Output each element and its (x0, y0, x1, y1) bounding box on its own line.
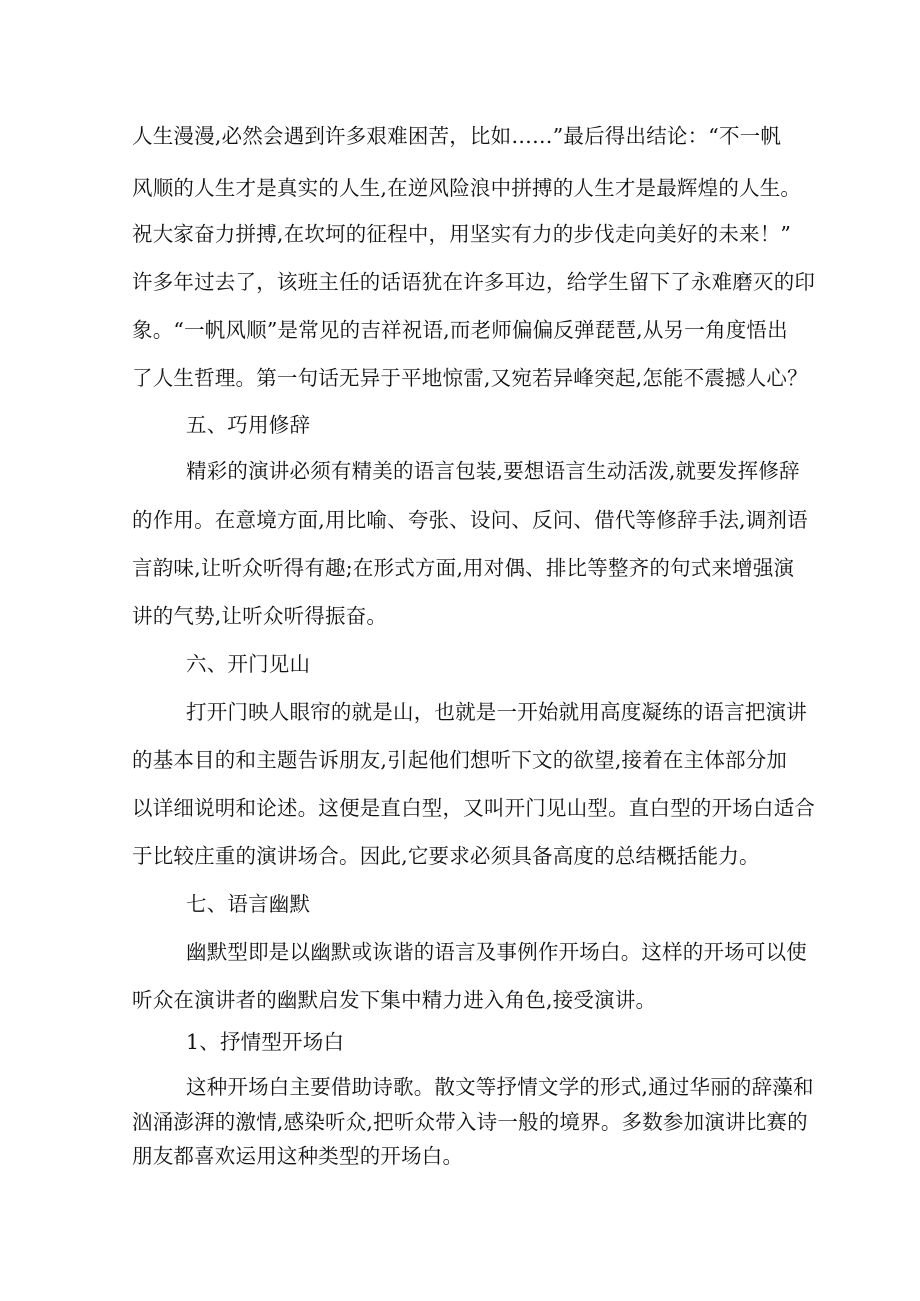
paragraph-line: 朋友都喜欢运用这种类型的开场白。 (132, 1144, 464, 1168)
paragraph-line: 以详细说明和论述。这便是直白型，又叫开门见山型。直白型的开场白适合 (132, 796, 816, 820)
paragraph-line: 人生漫漫,必然会遇到许多艰难困苦，比如……”最后得出结论：“不一帆 (132, 124, 782, 148)
paragraph-line: 于比较庄重的演讲场合。因此,它要求必须具备高度的总结概括能力。 (132, 844, 760, 868)
paragraph-line: 打开门映人眼帘的就是山，也就是一开始就用高度凝练的语言把演讲 (186, 700, 807, 724)
paragraph-line: 汹涌澎湃的激情,感染听众,把听众带入诗一般的境界。多数参加演讲比赛的 (132, 1110, 808, 1134)
paragraph-line: 讲的气势,让听众听得振奋。 (132, 604, 388, 628)
paragraph-line: 听众在演讲者的幽默启发下集中精力进入角色,接受演讲。 (132, 988, 657, 1012)
section-heading: 七、语言幽默 (186, 892, 311, 916)
paragraph-line: 了人生哲理。第一句话无异于平地惊雷,又宛若异峰突起,怎能不震撼人心？ (132, 366, 808, 390)
paragraph-line: 言韵味,让听众听得有趣;在形式方面,用对偶、排比等整齐的句式来增强演 (132, 556, 795, 580)
section-heading: 六、开门见山 (186, 652, 311, 676)
paragraph-line: 风顺的人生才是真实的人生,在逆风险浪中拼搏的人生才是最辉煌的人生。 (132, 176, 802, 200)
paragraph-line: 象。“一帆风顺”是常见的吉祥祝语,而老师偏偏反弹琵琶,从另一角度悟出 (132, 318, 788, 342)
section-heading: 五、巧用修辞 (186, 413, 311, 437)
subsection-heading: 1、抒情型开场白 (186, 1030, 345, 1054)
paragraph-line: 这种开场白主要借助诗歌。散文等抒情文学的形式,通过华丽的辞藻和 (186, 1075, 814, 1099)
paragraph-line: 的基本目的和主题告诉朋友,引起他们想听下文的欲望,接着在主体部分加 (132, 748, 788, 772)
paragraph-line: 精彩的演讲必须有精美的语言包装,要想语言生动活泼,就要发挥修辞 (186, 459, 800, 483)
paragraph-line: 幽默型即是以幽默或诙谐的语言及事例作开场白。这样的开场可以使 (186, 940, 807, 964)
paragraph-line: 许多年过去了，该班主任的话语犹在许多耳边，给学生留下了永难磨灭的印 (132, 270, 816, 294)
paragraph-line: 的作用。在意境方面,用比喻、夸张、设问、反问、借代等修辞手法,调剂语 (132, 508, 808, 532)
paragraph-line: 祝大家奋力拼搏,在坎坷的征程中，用坚实有力的步伐走向美好的未来！” (132, 222, 792, 246)
